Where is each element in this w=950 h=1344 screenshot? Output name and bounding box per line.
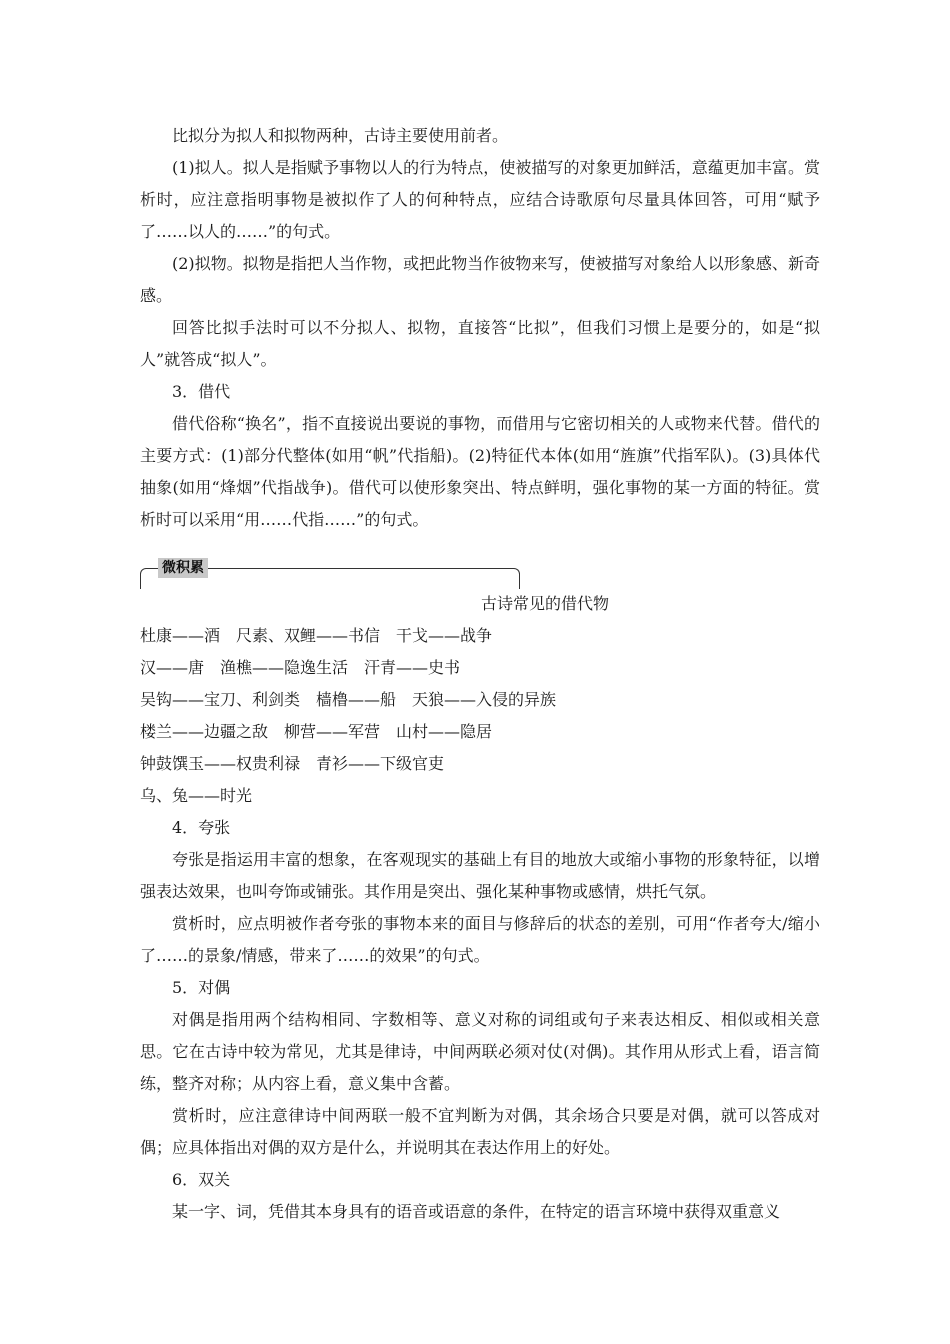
section-heading: 3．借代 (172, 382, 231, 401)
list-item: 杜康——酒 尺素、双鲤——书信 干戈——战争 (140, 626, 493, 645)
box-title: 古诗常见的借代物 (480, 594, 609, 613)
paragraph: (1)拟人。拟人是指赋予事物以人的行为特点，使被描写的对象更加鲜活，意蕴更加丰富。赏析时，应注意指明事物是被拟作了人的何种特点，应结合诗歌原句尽量具体回答，可用“赋予了……以人的……”的句式。 (140, 158, 820, 241)
document-body (140, 120, 820, 1228)
paragraph: 夸张是指运用丰富的想象，在客观现实的基础上有目的地放大或缩小事物的形象特征，以增强表达效果，也叫夸饰或铺张。其作用是突出、强化某种事物或感情，烘托气氛。 (140, 850, 820, 901)
list-item: 钟鼓馔玉——权贵利禄 青衫——下级官吏 (140, 754, 445, 773)
micro-accumulation-box (140, 558, 820, 588)
list-item: 汉——唐 渔樵——隐逸生活 汗青——史书 (140, 658, 461, 677)
section-heading: 4．夸张 (172, 818, 231, 837)
paragraph: 赏析时，应点明被作者夸张的事物本来的面目与修辞后的状态的差别，可用“作者夸大/缩小了……的景象/情感，带来了……的效果”的句式。 (140, 914, 820, 965)
section-heading: 6．双关 (172, 1170, 231, 1189)
paragraph: 比拟分为拟人和拟物两种，古诗主要使用前者。 (172, 126, 509, 145)
paragraph: (2)拟物。拟物是指把人当作物，或把此物当作彼物来写，使被描写对象给人以形象感、新奇感。 (140, 254, 820, 305)
paragraph: 赏析时，应注意律诗中间两联一般不宜判断为对偶，其余场合只要是对偶，就可以答成对偶；应具体指出对偶的双方是什么，并说明其在表达作用上的好处。 (140, 1106, 820, 1157)
paragraph: 回答比拟手法时可以不分拟人、拟物，直接答“比拟”，但我们习惯上是要分的，如是“拟人”就答成“拟人”。 (140, 318, 820, 369)
box-tag: 微积累 (158, 558, 208, 578)
paragraph: 某一字、词，凭借其本身具有的语音或语意的条件，在特定的语言环境中获得双重意义 (172, 1202, 781, 1221)
paragraph: 借代俗称“换名”，指不直接说出要说的事物，而借用与它密切相关的人或物来代替。借代的主要方式：(1)部分代整体(如用“帆”代指船)。(2)特征代本体(如用“旌旗”代指军队)。(3)具体代抽象(如用“烽烟”代指战争)。借代可以使形象突出、特点鲜明，强化事物的某一方面的特征。赏析时可以采用“用……代指……”的句式。 (140, 414, 820, 529)
paragraph: 对偶是指用两个结构相同、字数相等、意义对称的词组或句子来表达相反、相似或相关意思。它在古诗中较为常见，尤其是律诗，中间两联必须对仗(对偶)。其作用从形式上看，语言简练，整齐对称；从内容上看，意义集中含蓄。 (140, 1010, 820, 1093)
list-item: 楼兰——边疆之敌 柳营——军营 山村——隐居 (140, 722, 493, 741)
section-heading: 5．对偶 (172, 978, 231, 997)
list-item: 乌、兔——时光 (140, 786, 253, 805)
list-item: 吴钩——宝刀、利剑类 樯橹——船 天狼——入侵的异族 (140, 690, 557, 709)
